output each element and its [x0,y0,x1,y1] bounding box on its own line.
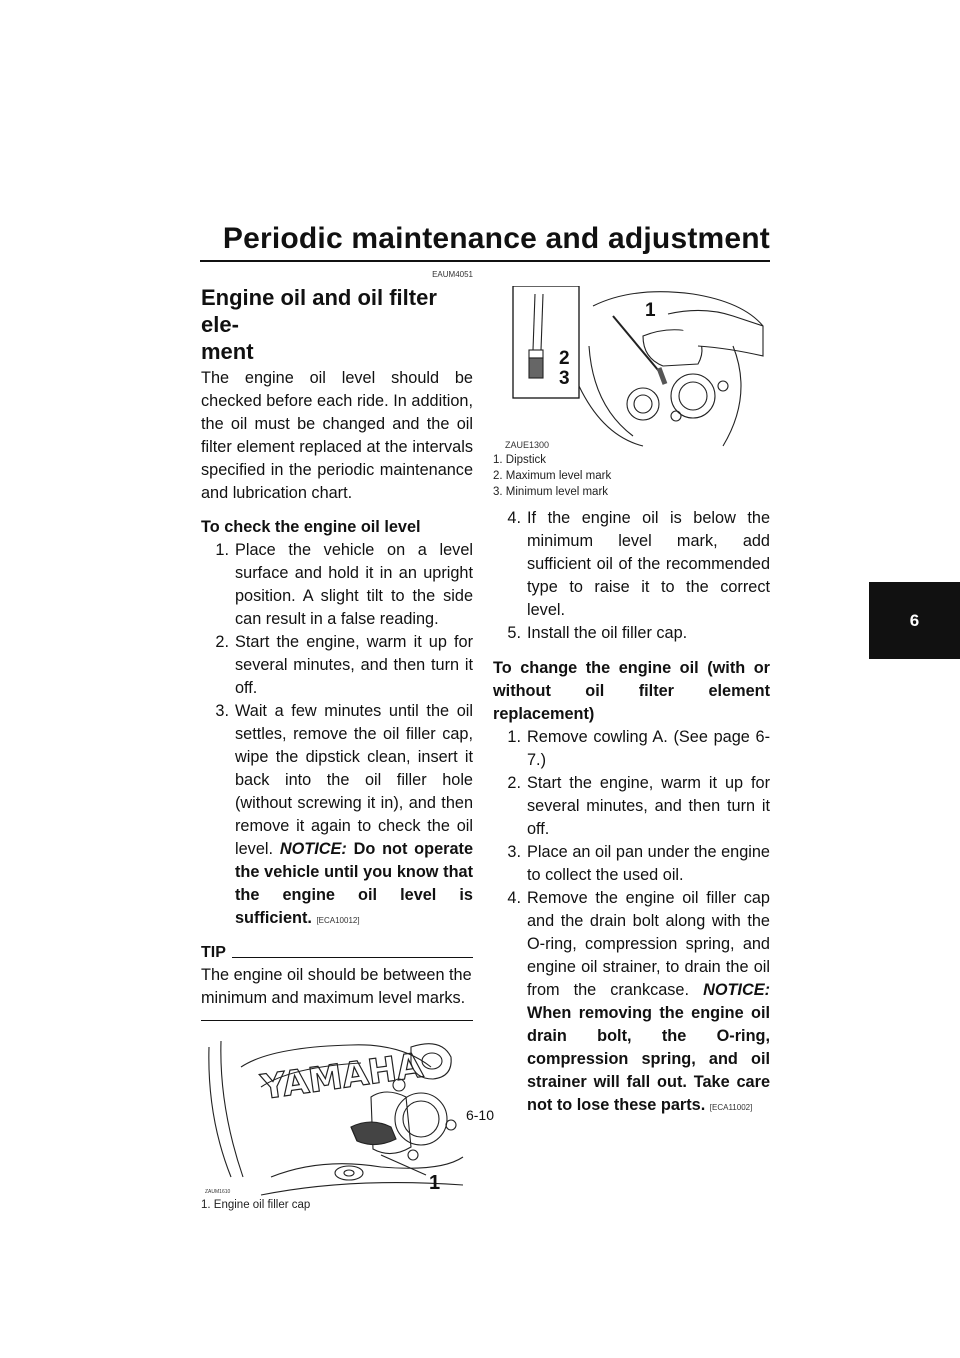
left-column [201,270,473,1213]
intro-paragraph: The engine oil level should be checked before each ride. In addition, the oil must be changed and the oil filter element replaced at the intervals specified in the periodic maintenance and lubrication chart. [201,369,473,502]
page-number: 6-10 [465,1107,495,1123]
figure-callout: 1 [429,1172,441,1194]
tip-heading [201,944,473,962]
right-column [493,286,770,1119]
step-text: Remove cowling A. (See page 6-7.) [527,728,770,769]
tip-text: The engine oil should be between the minimum and maximum level marks. [201,964,473,1021]
caution-code: [ECA11002] [709,1103,753,1112]
notice-text: Do not operate the vehicle until you know that the engine oil level is sufficient. [235,840,474,927]
figure-callout-3: 3 [559,368,570,389]
notice-label: NOTICE: [703,981,770,999]
step-text-with-notice [527,887,770,1119]
step-number: 2. [215,633,229,651]
figure-code: ZAUM1610 [205,1189,231,1195]
step-number: 3. [215,702,229,720]
step-text: Install the oil filler cap. [527,624,688,642]
figure-callout-1: 1 [645,300,656,321]
change-steps [493,726,770,1119]
step-number: 2. [507,774,521,792]
step-item [493,726,770,772]
step-number: 1. [215,541,229,559]
step-text: Wait a few minutes until the oil settles, remove the oil filler cap, wipe the dipstick clean, insert it back into the oil filler hole (without screwing it in), and then remove it again to check the oil level. [235,702,473,858]
step-item [493,841,770,887]
notice-text: When removing the engine oil drain bolt, the O-ring, compression spring, and oil strainer will fall out. Take care not to lose these parts. [527,1004,770,1114]
figure-callout-2: 2 [559,348,570,369]
step-text: Remove the engine oil filler cap and the drain bolt along with the O-ring, compression spring, and engine oil strainer, to drain the oil from the crankcase. [527,889,770,999]
figure-caption: 1. Engine oil filler cap [201,1199,311,1211]
section-code: EAUM4051 [432,270,473,279]
tip-rule [232,957,473,958]
dipstick-figure [493,286,770,452]
caution-code: [ECA10012] [316,916,360,925]
step-text: Place the vehicle on a level surface and hold it in an upright position. A slight tilt to the side can result in a false reading. [235,541,473,628]
section-heading [201,284,473,365]
step-item [201,539,473,631]
step-text: Start the engine, warm it up for several minutes, and then turn it off. [235,633,473,697]
tip-label: TIP [201,944,226,961]
step-item [493,622,770,645]
check-steps-continued [493,507,770,645]
step-text: Start the engine, warm it up for several minutes, and then turn it off. [527,774,770,838]
brand-logo-text: YAMAHA [258,1045,426,1108]
step-item [493,772,770,841]
section-heading-line2: ment [201,339,254,364]
figure-code: ZAUE1300 [505,440,550,450]
chapter-tab[interactable]: 6 [869,582,960,659]
subhead-check-oil: To check the engine oil level [201,518,421,536]
step-item [201,631,473,700]
step-text-with-notice [235,700,473,932]
subhead-change-oil: To change the engine oil (with or without oil filter element replacement) [493,659,770,723]
step-number: 3. [507,843,521,861]
step-number: 4. [507,509,521,527]
header-rule [200,260,770,262]
dipstick-illustration [493,286,770,452]
figure-caption-3: 3. Minimum level mark [493,486,609,498]
step-number: 5. [507,624,521,642]
step-item [493,507,770,622]
step-number: 4. [507,889,521,907]
step-text: If the engine oil is below the minimum level mark, add sufficient oil of the recommended type to raise it to the correct level. [527,509,770,619]
check-steps [201,539,473,932]
step-item [493,887,770,1119]
step-item [201,700,473,932]
section-heading-line1: Engine oil and oil filter ele- [201,285,437,337]
figure-caption-2: 2. Maximum level mark [493,470,612,482]
step-number: 1. [507,728,521,746]
figure-caption-1: 1. Dipstick [493,454,547,466]
notice-label: NOTICE: [279,840,347,858]
step-text: Place an oil pan under the engine to collect the used oil. [527,843,770,884]
page-header-title: Periodic maintenance and adjustment [222,222,770,255]
